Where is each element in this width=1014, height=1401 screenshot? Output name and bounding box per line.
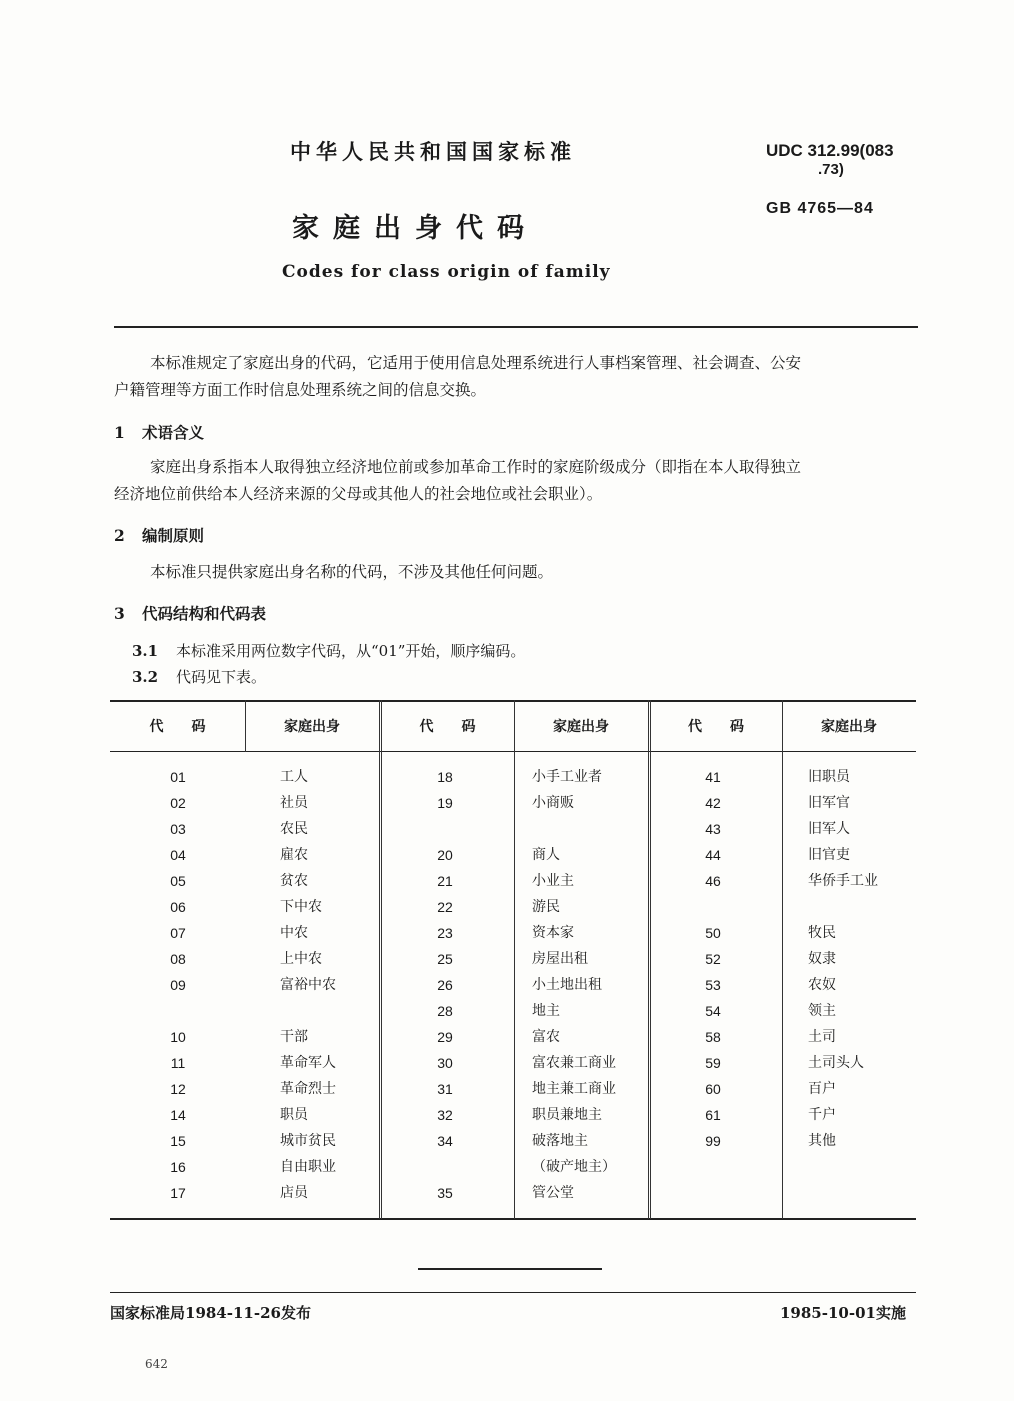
- table-cell-origin: 小业主: [532, 873, 574, 889]
- table-cell-code: 61: [705, 1107, 721, 1123]
- table-cell-origin: 上中农: [280, 951, 322, 967]
- footer-divider: [110, 1292, 916, 1293]
- table-cell-code: 15: [170, 1133, 186, 1149]
- section-2-heading: [114, 524, 204, 546]
- table-cell-code: 42: [705, 795, 721, 811]
- table-divider: [782, 700, 783, 1219]
- table-cell-code: 28: [437, 1003, 453, 1019]
- table-cell-origin: 旧官吏: [808, 847, 850, 863]
- table-cell-origin: 职员兼地主: [532, 1107, 602, 1123]
- table-cell-origin: 雇农: [280, 847, 308, 863]
- table-cell-origin: 革命烈士: [280, 1081, 336, 1097]
- section-title: 代码结构和代码表: [142, 604, 267, 623]
- table-cell-origin: 旧职员: [808, 769, 850, 785]
- table-cell-origin: 管公堂: [532, 1185, 574, 1201]
- table-cell-code: 58: [705, 1029, 721, 1045]
- table-cell-origin: 贫农: [280, 873, 308, 889]
- intro-paragraph: [114, 350, 920, 404]
- table-cell-origin: 旧军人: [808, 821, 850, 837]
- table-cell-code: 16: [170, 1159, 186, 1175]
- column-header-origin: 家庭出身: [821, 719, 877, 735]
- subsection-text: 代码见下表。: [176, 668, 267, 686]
- section-1-heading: [114, 421, 204, 443]
- intro-line-1: 本标准规定了家庭出身的代码，它适用于使用信息处理系统进行人事档案管理、社会调查、公安: [150, 354, 802, 372]
- table-cell-origin: 小商贩: [532, 795, 574, 811]
- table-cell-origin: 职员: [280, 1107, 308, 1123]
- table-cell-origin: 房屋出租: [532, 951, 588, 967]
- table-top-rule: [110, 700, 916, 702]
- section-2-paragraph: [114, 559, 920, 586]
- table-cell-origin: 奴隶: [808, 951, 836, 967]
- table-cell-origin: 游民: [532, 899, 560, 915]
- table-cell-code: 02: [170, 795, 186, 811]
- document-title-english: Codes for class origin of family: [282, 262, 611, 282]
- table-cell-origin: 商人: [532, 847, 560, 863]
- column-header-code: 代 码: [688, 719, 744, 735]
- table-cell-code: 31: [437, 1081, 453, 1097]
- table-cell-origin: 领主: [808, 1003, 836, 1019]
- table-cell-code: 60: [705, 1081, 721, 1097]
- section-title: 编制原则: [142, 526, 205, 545]
- table-cell-code: 41: [705, 769, 721, 785]
- column-header-code: 代 码: [149, 719, 206, 735]
- table-cell-origin: 社员: [280, 795, 308, 811]
- table-cell-origin: 小手工业者: [532, 769, 602, 785]
- table-cell-origin: 干部: [280, 1029, 308, 1045]
- table-cell-origin: 下中农: [280, 899, 322, 915]
- table-cell-code: 35: [437, 1185, 453, 1201]
- table-cell-code: 22: [437, 899, 453, 915]
- table-cell-code: 21: [437, 873, 453, 889]
- subsection-number: 3.1: [132, 642, 159, 660]
- table-cell-origin: 破落地主: [532, 1133, 588, 1149]
- table-cell-origin: 城市贫民: [280, 1133, 336, 1149]
- table-cell-code: 44: [705, 847, 721, 863]
- section-number: 1: [114, 423, 125, 442]
- table-cell-code: 05: [170, 873, 186, 889]
- table-cell-code: 59: [705, 1055, 721, 1071]
- table-cell-origin: 土司: [808, 1029, 836, 1045]
- table-cell-origin: 工人: [280, 769, 308, 785]
- section-number: 3: [114, 604, 125, 623]
- section-number: 2: [114, 526, 125, 545]
- table-cell-origin: 其他: [808, 1133, 836, 1149]
- table-cell-code: 99: [705, 1133, 721, 1149]
- table-cell-origin: 农奴: [808, 977, 836, 993]
- footer-center-rule: [418, 1268, 602, 1270]
- section-1-line-2: 经济地位前供给本人经济来源的父母或其他人的社会地位或社会职业）。: [114, 485, 603, 503]
- table-cell-code: 08: [170, 951, 186, 967]
- column-header-code: 代 码: [419, 719, 476, 735]
- table-header-rule: [110, 751, 916, 752]
- gb-standard-number: GB 4765—84: [766, 200, 874, 217]
- table-cell-code: 20: [437, 847, 453, 863]
- table-cell-origin: 自由职业: [280, 1159, 336, 1175]
- table-cell-code: 04: [170, 847, 186, 863]
- table-cell-origin: 革命军人: [280, 1055, 336, 1071]
- table-cell-code: 12: [170, 1081, 186, 1097]
- table-cell-code: 11: [170, 1055, 186, 1071]
- table-cell-code: 03: [170, 821, 186, 837]
- column-header-origin: 家庭出身: [284, 719, 340, 735]
- table-cell-code: 30: [437, 1055, 453, 1071]
- intro-line-2: 户籍管理等方面工作时信息处理系统之间的信息交换。: [114, 381, 487, 399]
- table-cell-code: 19: [437, 795, 453, 811]
- table-cell-code: 25: [437, 951, 453, 967]
- table-cell-code: 18: [437, 769, 453, 785]
- table-cell-origin: 旧军官: [808, 795, 850, 811]
- issuing-organization: 中华人民共和国国家标准: [290, 139, 576, 164]
- section-1-line-1: 家庭出身系指本人取得独立经济地位前或参加革命工作时的家庭阶级成分（即指在本人取得独立: [150, 458, 802, 476]
- table-cell-origin: 资本家: [532, 925, 574, 941]
- table-cell-code: 10: [170, 1029, 186, 1045]
- table-cell-origin: 富农兼工商业: [532, 1055, 616, 1071]
- publication-date: 国家标准局1984-11-26发布: [110, 1304, 311, 1322]
- implementation-date: 1985-10-01实施: [780, 1304, 906, 1322]
- table-cell-code: 52: [705, 951, 721, 967]
- section-title: 术语含义: [142, 423, 205, 442]
- subsection-3-2: [132, 666, 266, 687]
- table-cell-origin: 小土地出租: [532, 977, 602, 993]
- header-divider: [114, 326, 918, 328]
- document-title: 家庭出身代码: [292, 213, 538, 244]
- table-cell-code: 23: [437, 925, 453, 941]
- table-cell-code: 32: [437, 1107, 453, 1123]
- udc-code: UDC 312.99(083: [766, 141, 894, 160]
- table-cell-origin: 富裕中农: [280, 977, 336, 993]
- column-header-origin: 家庭出身: [553, 719, 609, 735]
- table-cell-code: 29: [437, 1029, 453, 1045]
- table-cell-code: 09: [170, 977, 186, 993]
- table-cell-origin: 地主兼工商业: [532, 1081, 616, 1097]
- table-cell-origin: （破产地主）: [532, 1159, 616, 1175]
- table-cell-code: 17: [170, 1185, 186, 1201]
- section-1-paragraph: [114, 454, 920, 508]
- table-cell-code: 07: [170, 925, 186, 941]
- page-number: 642: [145, 1357, 168, 1371]
- table-divider: [514, 700, 515, 1219]
- section-2-line-1: 本标准只提供家庭出身名称的代码，不涉及其他任何问题。: [150, 563, 554, 581]
- table-cell-origin: 牧民: [808, 925, 836, 941]
- table-cell-origin: 农民: [280, 821, 308, 837]
- table-cell-origin: 千户: [808, 1107, 836, 1123]
- table-cell-code: 14: [170, 1107, 186, 1123]
- table-bottom-rule: [110, 1218, 916, 1220]
- table-cell-code: 50: [705, 925, 721, 941]
- table-cell-origin: 土司头人: [808, 1055, 864, 1071]
- table-cell-code: 54: [705, 1003, 721, 1019]
- table-cell-code: 26: [437, 977, 453, 993]
- table-cell-code: 34: [437, 1133, 453, 1149]
- table-cell-origin: 店员: [280, 1185, 308, 1201]
- table-cell-origin: 富农: [532, 1029, 560, 1045]
- table-cell-origin: 华侨手工业: [808, 873, 878, 889]
- code-table: [110, 700, 916, 1221]
- table-cell-code: 06: [170, 899, 186, 915]
- subsection-number: 3.2: [132, 668, 159, 686]
- table-cell-code: 01: [170, 769, 186, 785]
- subsection-text: 本标准采用两位数字代码，从“01”开始，顺序编码。: [176, 642, 526, 660]
- table-cell-code: 43: [705, 821, 721, 837]
- subsection-3-1: [132, 640, 525, 661]
- section-3-heading: [114, 602, 266, 624]
- table-cell-origin: 百户: [808, 1081, 836, 1097]
- table-cell-origin: 中农: [280, 925, 308, 941]
- udc-code-continued: .73): [818, 161, 844, 178]
- table-cell-origin: 地主: [532, 1003, 560, 1019]
- table-cell-code: 53: [705, 977, 721, 993]
- table-cell-code: 46: [705, 873, 721, 889]
